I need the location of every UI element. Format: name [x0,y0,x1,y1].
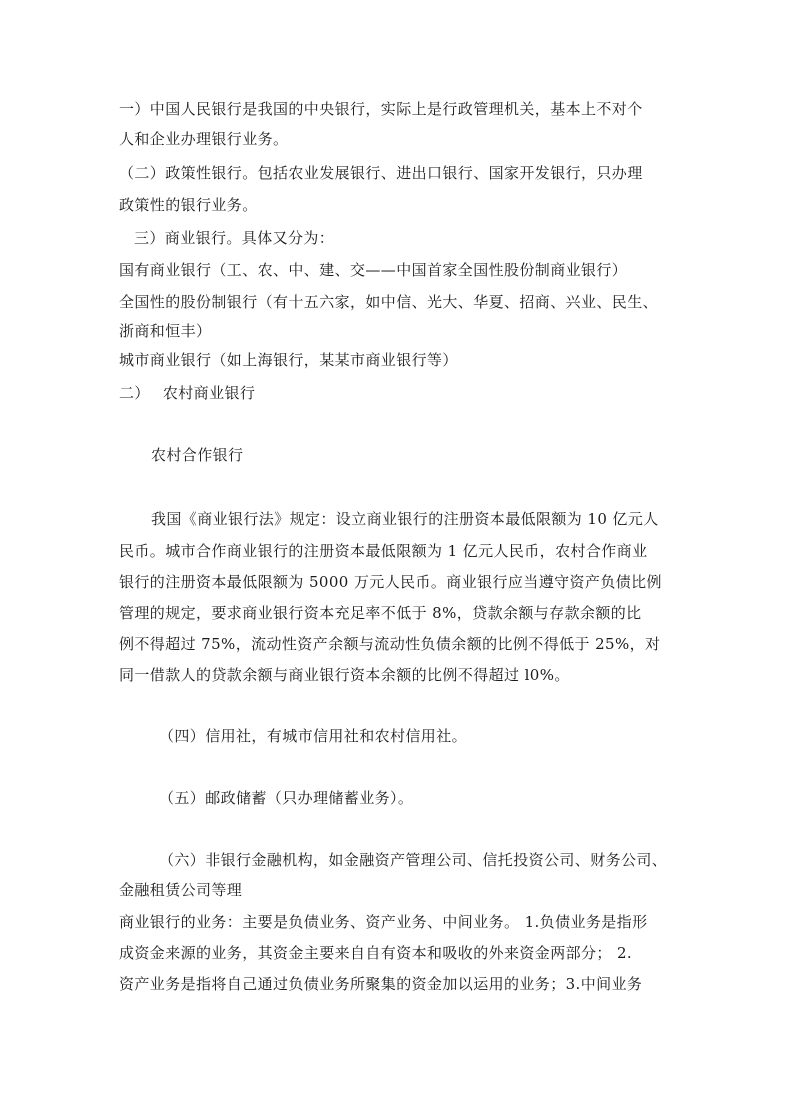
text-line: 管理的规定，要求商业银行资本充足率不低于 8%，贷款余额与存款余额的比 [119,604,642,622]
text-line: 民币。城市合作商业银行的注册资本最低限额为 1 亿元人民币，农村合作商业 [119,542,648,560]
text-line: 银行的注册资本最低限额为 5000 万元人民币。商业银行应当遵守资产负债比例 [119,573,662,591]
text-line: 国有商业银行（工、农、中、建、交——中国首家全国性股份制商业银行） [119,261,628,279]
text-line: 浙商和恒丰） [119,322,212,340]
text-line: 二） 农村商业银行 [119,384,256,402]
text-line: 政策性的银行业务。 [119,196,258,214]
text-line: 全国性的股份制银行（有十五六家，如中信、光大、华夏、招商、兴业、民生、 [119,293,659,311]
text-line: 同一借款人的贷款余额与商业银行资本余额的比例不得超过 l0%。 [119,666,570,684]
text-line: （五）邮政储蓄（只办理储蓄业务）。 [159,789,414,807]
text-line: 我国《商业银行法》规定：设立商业银行的注册资本最低限额为 10 亿元人 [151,510,659,528]
text-line: 成资金来源的业务，其资金主要来自自有资本和吸收的外来资金两部分； 2. [119,944,633,962]
text-line: 一）中国人民银行是我国的中央银行，实际上是行政管理机关，基本上不对个 [119,100,643,118]
text-line: 农村合作银行 [151,446,244,464]
text-line: 人和企业办理银行业务。 [119,130,289,148]
text-line: （二）政策性银行。包括农业发展银行、进出口银行、国家开发银行，只办理 [119,164,643,182]
text-line: 商业银行的业务：主要是负债业务、资产业务、中间业务。 1.负债业务是指形 [119,913,648,931]
text-line: 城市商业银行（如上海银行，某某市商业银行等） [119,351,458,369]
text-line: （六）非银行金融机构，如金融资产管理公司、信托投资公司、财务公司、 [159,851,668,869]
text-line: （四）信用社，有城市信用社和农村信用社。 [159,727,468,745]
text-line: 资产业务是指将自己通过负债业务所聚集的资金加以运用的业务；3.中间业务 [119,975,643,993]
text-line: 金融租赁公司等理 [119,881,243,899]
text-line: 三）商业银行。具体又分为： [134,229,335,247]
text-line: 例不得超过 75%，流动性资产余额与流动性负债余额的比例不得低于 25%，对 [119,635,661,653]
